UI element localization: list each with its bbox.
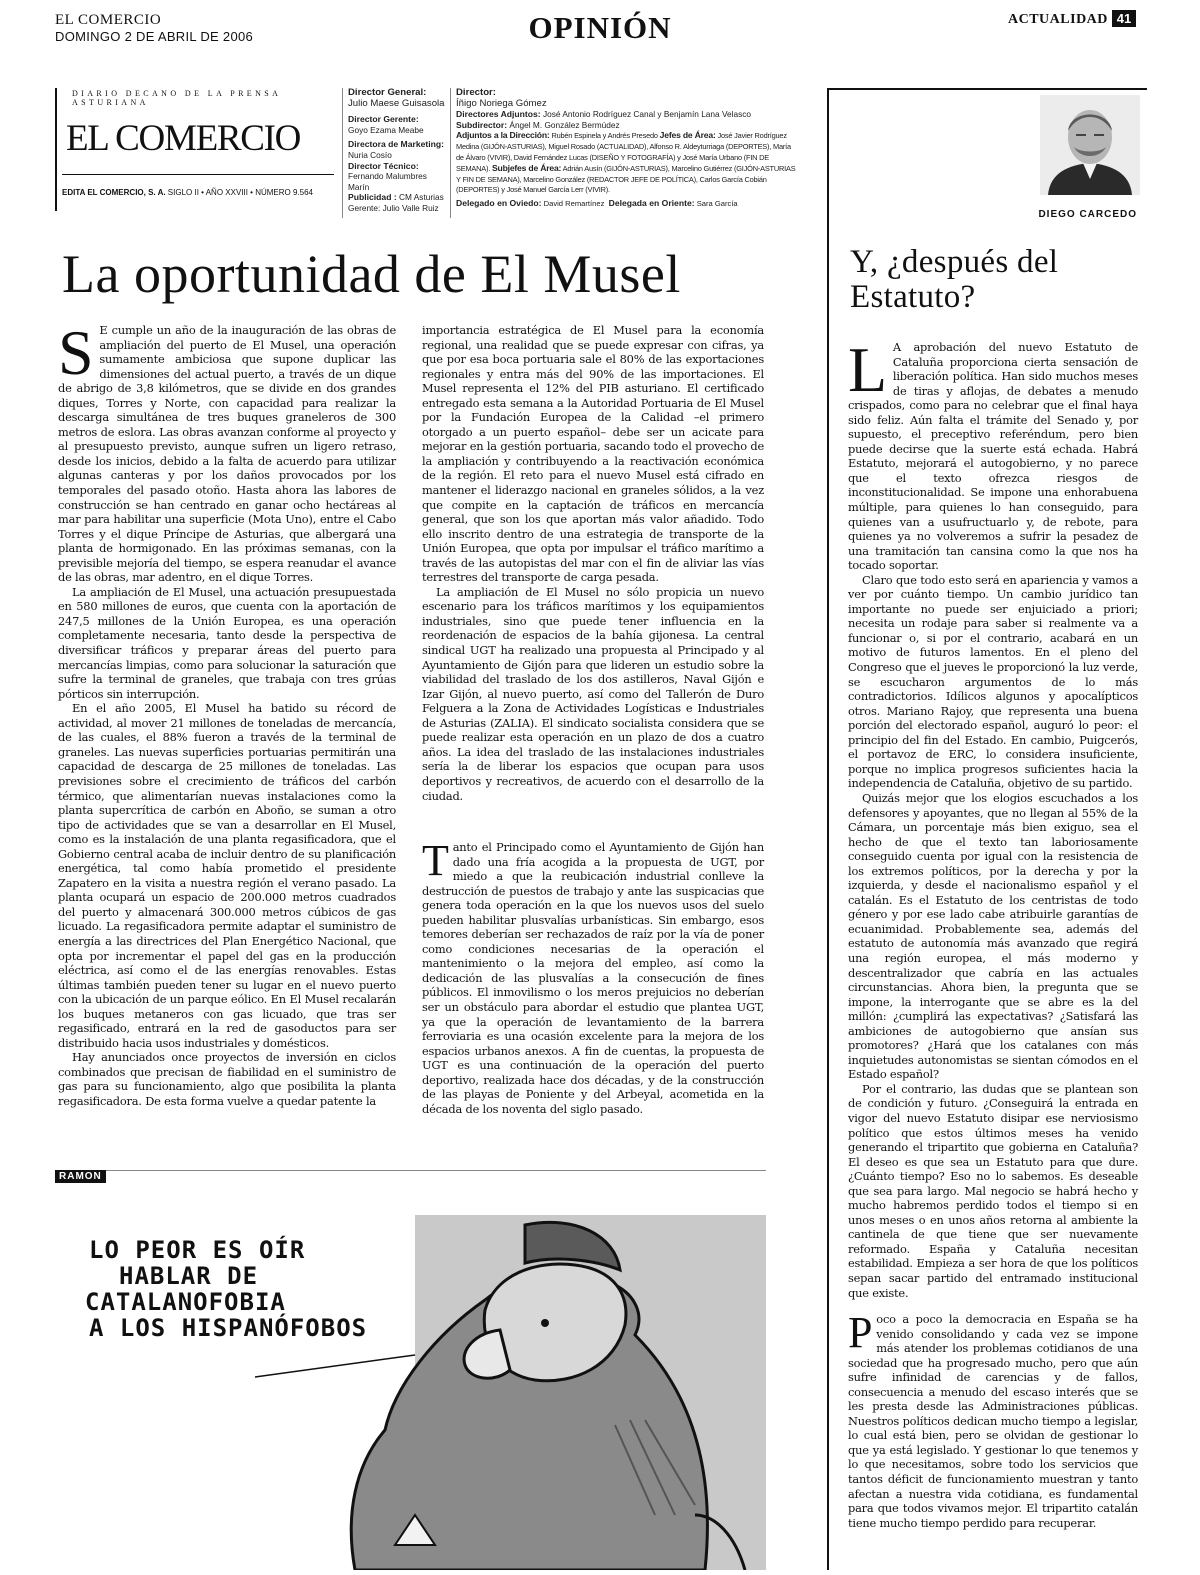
column-headline: Y, ¿después del Estatuto? (850, 244, 1059, 315)
page-number: 41 (1112, 10, 1136, 27)
oriente: Sara García (696, 198, 738, 208)
editorial-column-2b (422, 836, 764, 1116)
masthead-divider (62, 174, 334, 175)
editorial-headline: La oportunidad de El Musel (62, 244, 681, 304)
cartoon-caption-4: A LOS HISPANÓFOBOS (89, 1314, 368, 1342)
publisher-name: EDITA EL COMERCIO, S. A. (62, 188, 166, 197)
column-paragraph: Por el contrario, las dudas que se plantean son de condición y futuro. ¿Conseguirá la entrada en vigor del nuevo Estatuto disipar ese nerviosismo político que estos últimos meses ha venido generando el tripartito que gobierna en Cataluña? El deseo es que sea un Estatuto para que dure. ¿Cuánto tiempo? Eso no lo sabemos. Es deseable que sea para largo. Mal negocio se habrá hecho y mucho habremos perdido todos el tiempo si en unos meses o en unos años retorna al ambiente la cantinela de que tiene que ser nuevamente reformado. España y Cataluña necesitan estabilidad. Empieza a ser hora de que los políticos sepan sacar partido del entramado institucional que existe. (848, 1081, 1138, 1300)
jefes-area-label: Jefes de Área: (659, 130, 716, 141)
masthead-left-rule (55, 88, 57, 211)
author-photo (1040, 95, 1140, 195)
editorial-paragraph: Hay anunciados once proyectos de inversión en ciclos combinados que precisan de fiabilidad en el suministro de gas para su funcionamiento, algo que posibilita la planta regasificadora. De esta forma vuelve a quedar patente la (58, 1050, 396, 1108)
cartoon-author-tag: RAMON (55, 1170, 106, 1183)
adjuntos-direccion-label: Adjuntos a la Dirección: (456, 130, 550, 141)
subdirector: Ángel M. González Bermúdez (509, 119, 620, 130)
cartoon-rule (55, 1170, 766, 1171)
editorial-paragraph: importancia estratégica de El Musel para la economía regional, una realidad que se puede expresar con cifras, ya que por esa boca portuaria sale el 80% de las exportaciones regionales y entra más del 90% de las importaciones. El Musel representa el 12% del PIB asturiano. El certificado entregado esta semana a la Autoridad Portuaria de El Musel por la Fundación Europea de la Calidad –el primero otorgado a un puerto español– debe ser un acicate para mejorar en la gestión portuaria, sacando todo el provecho de la ampliación y contribuyendo a la reactivación económica de la región. El reto para el nuevo Musel está cifrado en mantener el liderazgo nacional en graneles sólidos, a la vez que compite en la captación de tráficos en mercancía general, que son los que aportan más valor añadido. Todo ello inscrito dentro de una estrategia de transporte de la Unión Europea, que opta por impulsar el tráfico marítimo a través de las autopistas del mar con el fin de aliviar las vías terrestres del transporte de carga pesada. (422, 323, 764, 585)
director-general: Julio Maese Guisasola (348, 97, 445, 109)
oviedo-label: Delegado en Oviedo: (456, 197, 542, 208)
director-general-label: Director General: (348, 87, 427, 98)
staff-rule-1 (342, 88, 343, 218)
editorial-column-1 (58, 317, 396, 1109)
publisher-meta: SIGLO II • AÑO XXVIII • NÚMERO 9.564 (167, 188, 313, 197)
oriente-label: Delegada en Oriente: (608, 197, 695, 208)
column-author: DIEGO CARCEDO (1038, 209, 1137, 220)
column-paragraph: A aprobación del nuevo Estatuto de Cataluña proporciona cierta sensación de liberación política. Han sido muchos meses de tiras y aflojas, de debates a menudo crispados, como para no celebrar que el final haya sido feliz. Aún falta el trámite del Senado y, por supuesto, el preceptivo referéndum, pero bien puede decirse que la suerte está echada. Habrá Estatuto, mejorará el autogobierno, y no parece que el texto ofrezca riesgos de inconstitucionalidad. Se impone una enhorabuena múltiple, para quienes lo han conseguido, para quienes van a usufructuarlo y, de rebote, para quienes ya no volveremos a sufrir la pesadez de una tramitación tan cansina como la que nos ha tocado soportar. (848, 340, 1138, 573)
editorial-paragraph: La ampliación de El Musel no sólo propicia un nuevo escenario para los tráficos marítimos y los equipamientos industriales, sino que puede tener influencia en la reordenación de espacios de la bahía gijonesa. La central sindical UGT ha realizado una propuesta al Principado y al Ayuntamiento de Gijón para que lideren un estudio sobre la viabilidad del traslado de los dos astilleros, Naval Gijón e Izar Gijón, al nuevo puerto, así como del Tallerón de Duro Felguera a la Zona de Actividades Logísticas e Industriales de Asturias (ZALIA). El sindicato socialista considera que se puede realizar esta operación en un plazo de dos a cuatro años. La idea del traslado de las instalaciones industriales sería la de liberar los espacios que ocupan para usos deportivos y recreativos, de acuerdo con el desarrollo de la ciudad. (422, 584, 764, 803)
editorial-column-2 (422, 323, 764, 803)
author-portrait-icon (1040, 95, 1140, 195)
cartoon-caption-3: CATALANOFOBIA (85, 1288, 286, 1316)
publicidad: CM Asturias (399, 192, 444, 203)
director: Íñigo Noriega Gómez (456, 97, 547, 109)
director-tecnico: Fernando Malumbres Marín (348, 171, 427, 192)
masthead-publisher (62, 188, 347, 197)
director-tecnico-label: Director Técnico: (348, 160, 419, 171)
directora-marketing: Nuria Cosío (348, 149, 392, 160)
column-drop-cap: L (848, 334, 887, 405)
editorial-drop-cap: S (58, 317, 94, 388)
column-left-rule (827, 88, 829, 1570)
subsection-label: ACTUALIDAD (1008, 12, 1108, 27)
masthead-logo: EL COMERCIO (66, 118, 301, 159)
director-gerente: Goyo Ezama Meabe (348, 124, 424, 135)
adjuntos: José Antonio Rodríguez Canal y Benjamín Lana Velasco (543, 109, 752, 120)
editorial-paragraph: anto el Principado como el Ayuntamiento de Gijón han dado una fría acogida a la propuesta de UGT, por miedo a que la reubicación industrial conlleve la destrucción de puestos de trabajo y ante las suspicacias que genera toda operación en la que los nuevos usos del suelo pueden habilitar plusvalías urbanísticas. Sin embargo, esos temores deberían ser rechazados de raíz por la vía de poner como condiciones necesarias de la operación el mantenimiento o la mejora del empleo, así como la dedicación de las plusvalías a la consecución de fines públicos. El inmovilismo o los meros prejuicios no deberían ser un obstáculo para abordar el estudio que plantea UGT, ya que la operación de levantamiento de la barrera ferroviaria es una ocasión excelente para la mejora de los espacios urbanos anexos. A fin de cuentas, la propuesta de UGT es una continuación de la operación del puerto deportivo, realizada hace dos décadas, y de la construcción de las playas de Poniente y del Arbeyal, acometida en la década de los noventa del siglo pasado. (422, 840, 764, 1116)
editorial-drop-cap-2: T (422, 836, 449, 885)
masthead-tagline: DIARIO DECANO DE LA PRENSA ASTURIANA (72, 89, 281, 107)
column-top-rule (827, 88, 1147, 90)
editorial-paragraph: E cumple un año de la inauguración de las obras de ampliación del puerto de El Musel, una operación sumamente ambiciosa que supone duplicar las dimensiones del actual puerto, a través de un dique de abrigo de 3,8 kilómetros, que se divide en dos grandes diques, Torres y Norte, con capacidad para realizar la descarga simultánea de tres buques graneleros de 300 metros de eslora. Las obras avanzan conforme al proyecto y al presupuesto previsto, aunque sufren un ligero retraso, desde los inicios, debido a la falta de acuerdo para utilizar algunas canteras y por los daños provocados por los temporales del pasado otoño. Hasta ahora las labores de construcción se han centrado en ganar ocho hectáreas al mar para habilitar una superficie (Mota Uno), entre el Cabo Torres y el dique Príncipe de Asturias, que albergará una planta de hormigonado. En las próximas semanas, con la previsible mejoría del tiempo, se espera reanudar el avance de las obras, mar adentro, en el dique Torres. (58, 323, 396, 585)
oviedo: David Remartínez (543, 198, 605, 208)
subjefes: Adrián Ausín (GIJÓN-ASTURIAS), Marcelino Gutiérrez (GIJÓN-ASTURIAS Y FIN DE SEMANA), Marcelino González (REDACTOR JEFE DE POLÍTICA), Carlos García Cobián (DEPORTES) y José Manuel García Lerr (VIVIR). (456, 164, 796, 195)
section-title: OPINIÓN (528, 10, 672, 45)
column-drop-cap-2: P (848, 1308, 873, 1357)
column-paragraph: Quizás mejor que los elogios escuchados a los defensores y apoyantes, que no llegan al 55% de la Cámara, un porcentaje más bien exiguo, sea el hecho de que el texto tan laboriosamente conseguido cuenta por igual con la resistencia de los extremos políticos, por la derecha y por la izquierda, y desde el nacionalismo español y el catalán. Es el Estatuto de los centristas de todo género y por ese lado cabe atribuirle garantías de ecuanimidad. Probablemente sea, además del estatuto de autonomía más avanzado que regirá una región europea, el más moderno y descentralizador que cabría en las actuales circunstancias. Ahora bien, la pregunta que se impone, la interrogante que se abre es la del millón: ¿cumplirá las expectativas? ¿Satisfará las ambiciones de autogobierno que ansían sus promotores? ¿Hará que los catalanes con más inquietudes autonomistas se sientan cómodos en el Estado español? (848, 790, 1138, 1082)
cartoon-caption-1: LO PEOR ES OÍR (89, 1236, 306, 1264)
publication-name: EL COMERCIO (55, 12, 162, 28)
staff-rule-2 (450, 88, 451, 218)
staff-areas (456, 130, 796, 196)
editorial-paragraph: La ampliación de El Musel, una actuación presupuestada en 580 millones de euros, que cuenta con la aportación de 247,5 millones de la Unión Europea, es una operación completamente necesaria, tanto desde la perspectiva de diversificar tráficos y preparar áreas del puerto para mercancías limpias, como para solucionar la saturación que sufre la terminal de graneles, que trabaja con tres grúas pórticos sin interrupción. (58, 584, 396, 701)
column-body-2 (848, 1308, 1138, 1530)
director-label: Director: (456, 87, 496, 98)
cartoon-caption-2: HABLAR DE (119, 1262, 259, 1290)
director-gerente-label: Director Gerente: (348, 114, 419, 125)
column-paragraph: Claro que todo esto será en apariencia y vamos a ver por cuánto tiempo. Un cambio jurídico tan importante no puede ser enjuiciado a priori; necesita un rodaje para saber si realmente va a funcionar o, si por el contrario, acabará en un motivo de futuros lamentos. En el pleno del Congreso que el jueves le proporcionó la luz verde, se escucharon argumentos de lo más contradictorios. Idílicos algunos y apocalípticos otros. Mariano Rajoy, que representa una buena porción del electorado español, auguró lo peor: el principio del fin del Estado. En cambio, Puigcerós, el portavoz de ERC, lo considera insuficiente, porque no implica progresos suficientes hacia la independencia de Cataluña, objetivo de su partido. (848, 572, 1138, 791)
column-paragraph: oco a poco la democracia en España se ha venido consolidando y cada vez se impone más atender los problemas cotidianos de una sociedad que ha progresado mucho, pero que aún sufre infinidad de carencias y de fallos, consecuencia a menudo del escaso interés que se les presta desde las Administraciones públicas. Nuestros políticos dedican mucho tiempo a legislar, lo cual está bien, pero se olvidan de gestionar lo que ya está legislado. Y gestionar lo que tenemos y lo que necesitamos, sobre todo los servicios que tantos déficit de funcionamiento muestran y tanto afectan a nuestra vida cotidiana, es fundamental para que todos vivamos mejor. El tripartito catalán tiene mucho tiempo perdido para recuperar. (848, 1312, 1138, 1530)
cartoon-panel (55, 1215, 766, 1570)
column-body (848, 334, 1138, 1300)
adjuntos-label: Directores Adjuntos: (456, 109, 541, 120)
directora-marketing-label: Directora de Marketing: (348, 139, 444, 150)
publication-date: DOMINGO 2 DE ABRIL DE 2006 (55, 29, 254, 44)
subdirector-label: Subdirector: (456, 119, 508, 130)
adjuntos-direccion: Rubén Espinela y Andrés Presedo (551, 131, 658, 141)
staff-left (348, 88, 448, 214)
staff-right (456, 88, 796, 210)
publicidad-gerente: Gerente: Julio Valle Ruiz (348, 202, 439, 213)
jefes-area: José Javier Rodríguez Medina (GIJÓN-ASTURIAS), Miguel Rosado (ACTUALIDAD), Alfonso R. Aldeyturriaga (DEPORTES), María de Álvaro (VIVIR), David Fernández Lucas (DISEÑO Y FOTOGRAFÍA) y José María Urbano (FIN DE SEMANA). (456, 131, 791, 174)
publicidad-label: Publicidad : (348, 192, 397, 203)
subjefes-label: Subjefes de Área: (492, 163, 562, 174)
editorial-paragraph: En el año 2005, El Musel ha batido su récord de actividad, al mover 21 millones de toneladas de mercancía, de las cuales, el 88% fueron a través de la terminal de graneles. Las nuevas superficies portuarias permitirán una capacidad de descarga de 25 millones de toneladas. Las previsiones sobre el crecimiento de tráficos del carbón térmico, que alimentarían nuevas instalaciones como la planta supercrítica de carbón en Aboño, se suman a otro tipo de actividades que se van a desarrollar en El Musel, como es la instalación de una planta regasificadora, que el Gobierno central acaba de incluir dentro de su planificación energética, tal como había prometido el presidente Zapatero en la visita a nuestra región el verano pasado. La planta ocupará un espacio de 200.000 metros cuadrados del puerto y almacenará 300.000 metros cúbicos de gas licuado. La regasificadora permite adaptar el suministro de energía a las directrices del Plan Energético Nacional, que opta por incrementar el papel del gas en la producción eléctrica, así como el de las energías renovables. Estas últimas también pueden tener su lugar en el nuevo puerto con la ubicación de un parque eólico. En El Musel recalarán los buques metaneros con gas licuado, que tras ser regasificado, entrará en la red de gasoductos para ser distribuido hacia usos industriales y domésticos. (58, 701, 396, 1050)
